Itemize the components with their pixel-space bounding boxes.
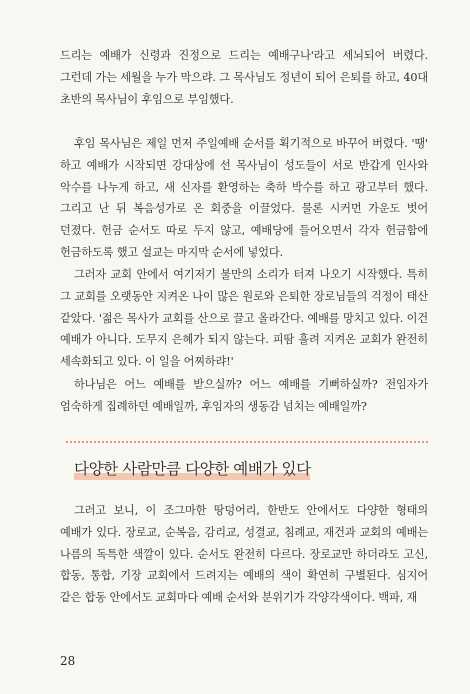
body-paragraph: 드리는 예배가 신령과 진정으로 드리는 예배구나'라고 세뇌되어 버렸다. 그런데 가는 세월을 누가 막으랴. 그 목사님도 정년이 되어 은퇴를 하고, 40대 초반의 목사님이 후임으로 부임했다. — [60, 49, 428, 106]
body-paragraph: 그러자 교회 안에서 여기저기 불만의 소리가 터져 나오기 시작했다. 특히 그 교회를 오랫동안 지켜온 나이 많은 원로와 은퇴한 장로님들의 걱정이 태산 같았다. '젊은 목사가 교회를 산으로 끌고 올라간다. 예배를 망치고 있다. 이건 예배가 아니다. 도무지 은혜가 되지 않는다. 피땀 흘려 지켜온 교회가 완전히 세속화되고 있다. 이 일을 어찌하랴!' — [60, 268, 428, 369]
dotted-divider — [66, 441, 428, 443]
body-paragraph: 후임 목사님은 제일 먼저 주일예배 순서를 획기적으로 바꾸어 버렸다. '땡' 하고 예배가 시작되면 강대상에 선 목사님이 성도들이 서로 반갑게 인사와 악수를 나누게 하고, 새 신자를 환영하는 축하 박수를 하고 광고부터 했다. 그리고 난 뒤 복음성가로 온 회중을 이끌었다. 물론 시커먼 가운도 벗어 던졌다. 헌금 순서도 따로 두지 않고, 예배당에 들어오면서 각자 헌금함에 헌금하도록 했고 설교는 마지막 순서에 넣었다. — [60, 137, 428, 259]
page-number: 28 — [60, 654, 76, 668]
body-paragraph: 그러고 보니, 이 조그마한 땅덩어리, 한반도 안에서도 다양한 형태의 예배가 있다. 장로교, 순복음, 감리교, 성결교, 침례교, 재건과 교회의 예배는 나름의 독특한 색깔이 있다. 순서도 완전히 다르다. 장로교만 하더라도 고신, 합동, 통합, 기장 교회에서 드려지는 예배의 색이 확연히 구별된다. 심지어 같은 합동 안에서도 교회마다 예배 순서와 분위기가 각양각색이다. 백파, 재 — [60, 504, 428, 605]
body-paragraph: 하나님은 어느 예배를 받으실까? 어느 예배를 기뻐하실까? 전임자가 엄숙하게 집례하던 예배일까, 후임자의 생동감 넘치는 예배일까? — [60, 378, 428, 413]
section-heading: 다양한 사람만큼 다양한 예배가 있다 — [74, 460, 311, 478]
section-heading-block — [60, 441, 430, 487]
